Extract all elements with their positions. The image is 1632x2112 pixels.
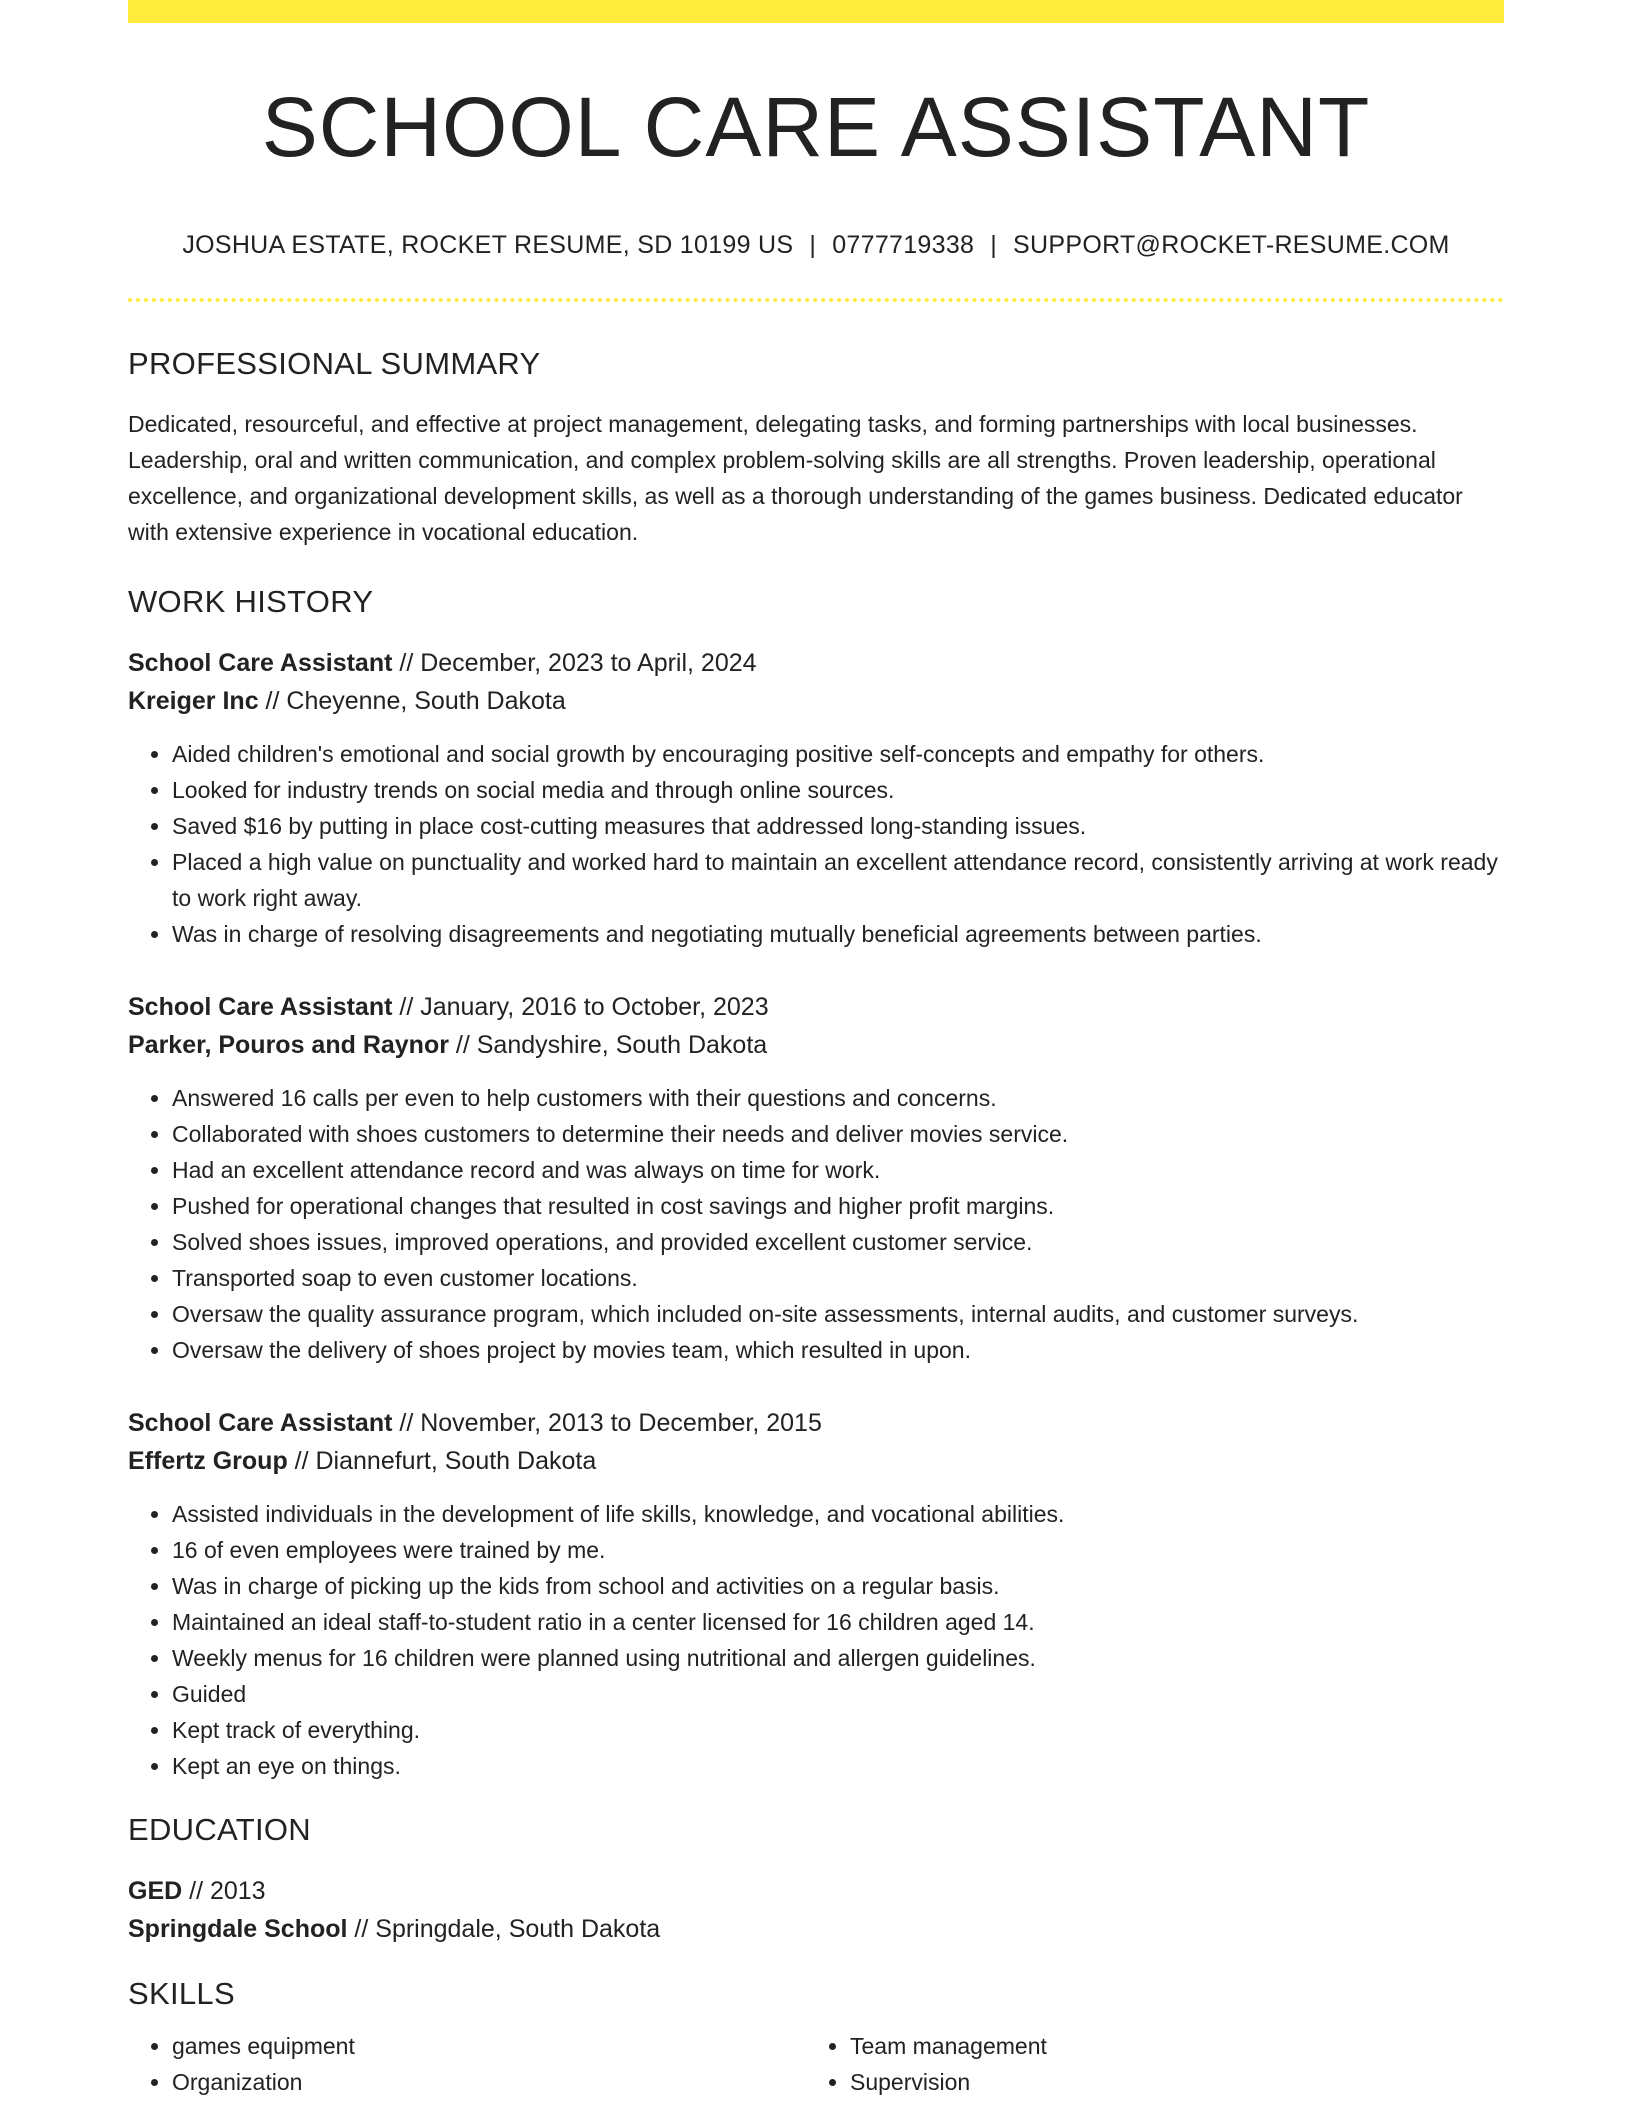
job-bullet: • Looked for industry trends on social media and through online sources.	[172, 772, 1504, 808]
skill-item: • Supervision	[850, 2064, 1484, 2100]
job-bullets	[128, 1496, 1504, 1784]
job-company-line	[128, 1026, 1504, 1064]
education-degree: GED	[128, 1877, 183, 1905]
education-heading: EDUCATION	[128, 1812, 311, 1847]
job-bullet: • Oversaw the quality assurance program, which included on-site assessments, internal audits, and customer surveys.	[172, 1296, 1504, 1332]
job-bullet: • Kept track of everything.	[172, 1712, 1504, 1748]
job-bullet: • Transported soap to even customer locations.	[172, 1260, 1504, 1296]
job-bullet: • Pushed for operational changes that resulted in cost savings and higher profit margins.	[172, 1188, 1504, 1224]
skills-column-left	[128, 2028, 806, 2100]
job-company-line	[128, 682, 1504, 720]
job-bullet: • 16 of even employees were trained by me.	[172, 1532, 1504, 1568]
job-company: Parker, Pouros and Raynor	[128, 1031, 449, 1059]
education-school: Springdale School	[128, 1915, 348, 1943]
job-company-line	[128, 1442, 1504, 1480]
summary-text: Dedicated, resourceful, and effective at project management, delegating tasks, and forming partnerships with local businesses. Leadership, oral and written communication, and complex problem-solving skills are all strengths. Proven leadership, operational excellence, and organizational development skills, as well as a thorough understanding of the games business. Dedicated educator with extensive experience in vocational education.	[128, 411, 1463, 545]
job-bullet: • Was in charge of resolving disagreements and negotiating mutually beneficial agreements between parties.	[172, 916, 1504, 952]
job-dates: // January, 2016 to October, 2023	[392, 993, 769, 1021]
job-title: School Care Assistant	[128, 1409, 393, 1437]
job-bullet: • Aided children's emotional and social growth by encouraging positive self-concepts and empathy for others.	[172, 736, 1504, 772]
job-location: // Cheyenne, South Dakota	[258, 687, 566, 715]
job-company: Effertz Group	[128, 1447, 288, 1475]
job-entry	[128, 1404, 1504, 1784]
contact-phone: 0777719338	[832, 231, 975, 259]
work-history-heading: WORK HISTORY	[128, 584, 374, 619]
job-location: // Diannefurt, South Dakota	[287, 1447, 597, 1475]
job-bullets	[128, 1080, 1504, 1368]
job-bullet: • Placed a high value on punctuality and worked hard to maintain an excellent attendance record, consistently arriving at work ready to work right away.	[172, 844, 1504, 916]
header-divider	[128, 298, 1504, 302]
job-title: School Care Assistant	[128, 993, 393, 1021]
education-entry	[128, 1872, 1504, 1948]
job-bullet: • Saved $16 by putting in place cost-cutting measures that addressed long-standing issues.	[172, 808, 1504, 844]
skills-grid	[128, 2028, 1504, 2100]
job-bullets	[128, 736, 1504, 952]
job-location: // Sandyshire, South Dakota	[448, 1031, 768, 1059]
accent-bar	[128, 0, 1504, 23]
job-title-line	[128, 988, 1504, 1026]
job-title-line	[128, 1404, 1504, 1442]
education-school-line	[128, 1910, 1504, 1948]
job-bullet: • Kept an eye on things.	[172, 1748, 1504, 1784]
contact-line	[128, 231, 1504, 260]
job-bullet: • Answered 16 calls per even to help customers with their questions and concerns.	[172, 1080, 1504, 1116]
job-title: School Care Assistant	[128, 649, 393, 677]
job-title-line	[128, 644, 1504, 682]
job-entry	[128, 644, 1504, 952]
education-degree-line	[128, 1872, 1504, 1910]
job-bullet: • Weekly menus for 16 children were planned using nutritional and allergen guidelines.	[172, 1640, 1504, 1676]
summary-heading: PROFESSIONAL SUMMARY	[128, 346, 541, 381]
job-bullet: • Assisted individuals in the development of life skills, knowledge, and vocational abilities.	[172, 1496, 1504, 1532]
job-bullet: • Solved shoes issues, improved operations, and provided excellent customer service.	[172, 1224, 1504, 1260]
education-location: // Springdale, South Dakota	[347, 1915, 661, 1943]
job-bullet: • Was in charge of picking up the kids from school and activities on a regular basis.	[172, 1568, 1504, 1604]
job-dates: // November, 2013 to December, 2015	[392, 1409, 822, 1437]
skill-item: • Organization	[172, 2064, 806, 2100]
job-dates: // December, 2023 to April, 2024	[392, 649, 757, 677]
job-entry	[128, 988, 1504, 1368]
job-bullet: • Maintained an ideal staff-to-student ratio in a center licensed for 16 children aged 14.	[172, 1604, 1504, 1640]
resume-page	[128, 0, 1504, 2100]
skill-item: • Team management	[850, 2028, 1484, 2064]
job-bullet: • Guided	[172, 1676, 1504, 1712]
resume-title: SCHOOL CARE ASSISTANT	[261, 80, 1371, 174]
job-company: Kreiger Inc	[128, 687, 259, 715]
contact-separator: |	[809, 231, 817, 259]
contact-separator: |	[990, 231, 998, 259]
job-bullet: • Oversaw the delivery of shoes project by movies team, which resulted in upon.	[172, 1332, 1504, 1368]
contact-email: SUPPORT@ROCKET-RESUME.COM	[1013, 231, 1450, 259]
skill-item: • games equipment	[172, 2028, 806, 2064]
skills-column-right	[806, 2028, 1484, 2100]
contact-address: JOSHUA ESTATE, ROCKET RESUME, SD 10199 US	[182, 231, 794, 259]
skills-heading: SKILLS	[128, 1976, 235, 2011]
education-year: // 2013	[182, 1877, 266, 1905]
job-bullet: • Had an excellent attendance record and was always on time for work.	[172, 1152, 1504, 1188]
job-bullet: • Collaborated with shoes customers to determine their needs and deliver movies service.	[172, 1116, 1504, 1152]
